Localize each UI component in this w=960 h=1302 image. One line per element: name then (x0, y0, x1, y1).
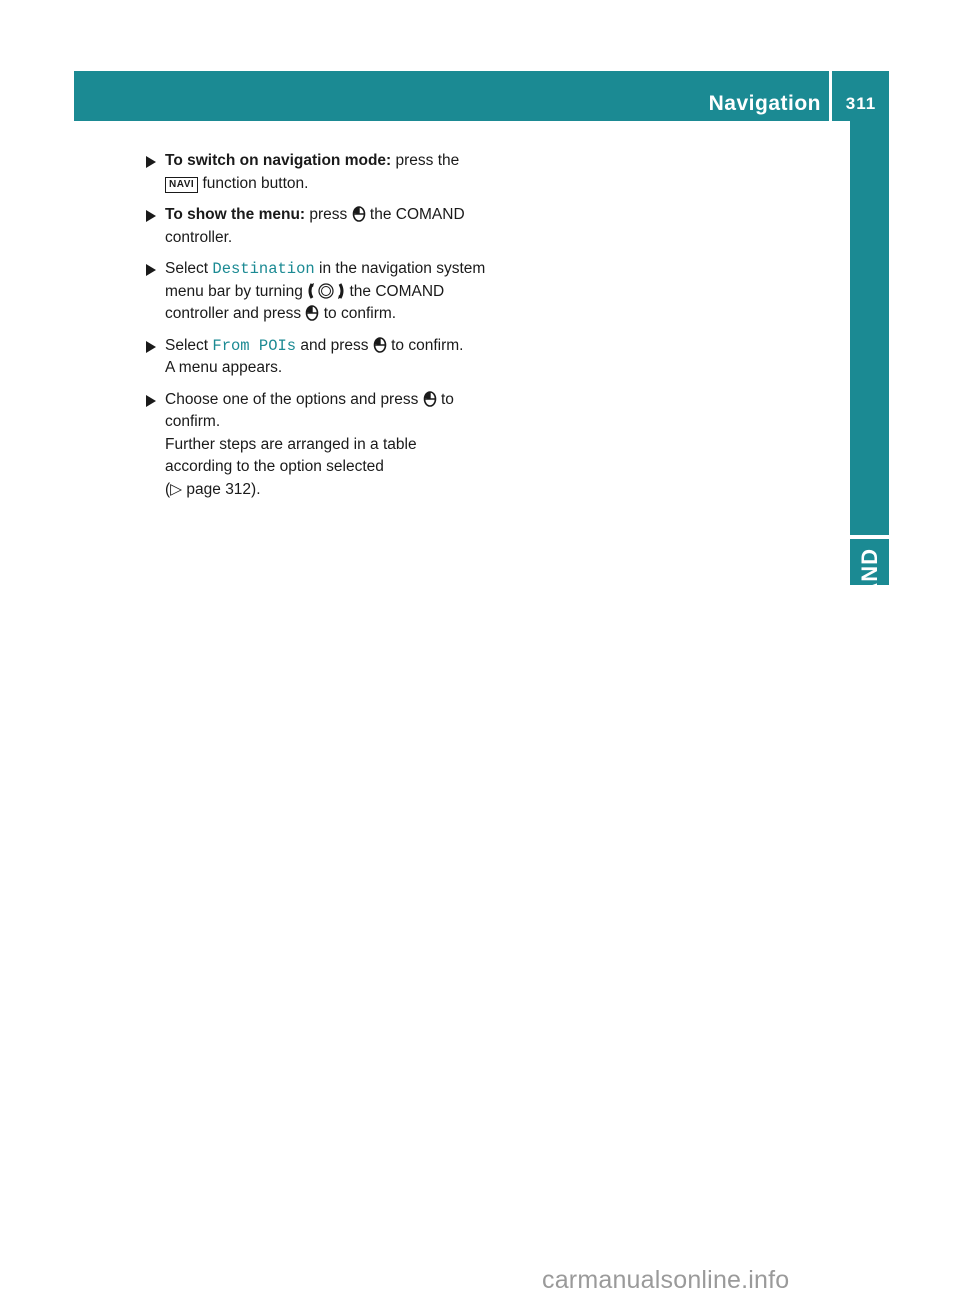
step-text: to confirm. (319, 305, 397, 322)
side-tab-label: COMAND (856, 548, 882, 653)
step-text: Choose one of the options and press (165, 390, 423, 408)
step-text: to confirm. (386, 336, 464, 354)
step-bullet-icon (146, 395, 156, 407)
ref-arrow-icon: ▷ (170, 480, 183, 498)
press-controller-icon (352, 205, 366, 222)
page-number: 311 (845, 94, 877, 113)
step-text: in the navigation system menu bar by turning (165, 260, 486, 300)
step-bullet-icon (146, 210, 156, 222)
step-bullet-icon (146, 341, 156, 353)
step-text: Select (165, 260, 213, 277)
step-text: to confirm. (165, 390, 454, 430)
instruction-list (146, 150, 486, 510)
ref-open: ( (165, 480, 171, 498)
section-title: Navigation (708, 92, 821, 115)
press-controller-icon (373, 336, 387, 353)
ref-text: page 312). (182, 480, 261, 498)
navi-key-icon: NAVI (165, 177, 198, 193)
page-reference[interactable] (165, 481, 261, 498)
step-lead: To switch on navigation mode: (165, 152, 392, 169)
step-bullet-icon (146, 156, 156, 168)
step-select-destination (146, 258, 486, 326)
step-text: the COMAND controller. (165, 206, 465, 246)
step-text: and press (296, 336, 373, 354)
header-bar (74, 71, 889, 121)
menu-item-from-pois: From POIs (212, 336, 297, 355)
step-note: Further steps are arranged in a table according to the option selected (165, 435, 417, 475)
step-select-from-pois (146, 335, 486, 380)
step-text: press (305, 206, 352, 223)
step-choose-option (146, 389, 486, 502)
side-tab-separator (850, 535, 889, 539)
side-tab (850, 121, 889, 653)
watermark: carmanualsonline.info (542, 1266, 790, 1294)
turn-controller-icon (307, 282, 345, 300)
step-text: press the (391, 152, 460, 169)
step-text: Select (165, 336, 213, 354)
step-text: function button. (198, 174, 309, 192)
menu-item-destination: Destination (212, 260, 315, 278)
step-text: the COMAND controller and press (165, 282, 445, 322)
header-divider (829, 71, 832, 121)
press-controller-icon (305, 304, 319, 321)
step-switch-on-navigation (146, 150, 486, 195)
step-result: A menu appears. (165, 359, 283, 376)
step-show-menu (146, 204, 486, 249)
press-controller-icon (423, 390, 437, 407)
step-bullet-icon (146, 264, 156, 276)
step-lead: To show the menu: (165, 206, 306, 223)
